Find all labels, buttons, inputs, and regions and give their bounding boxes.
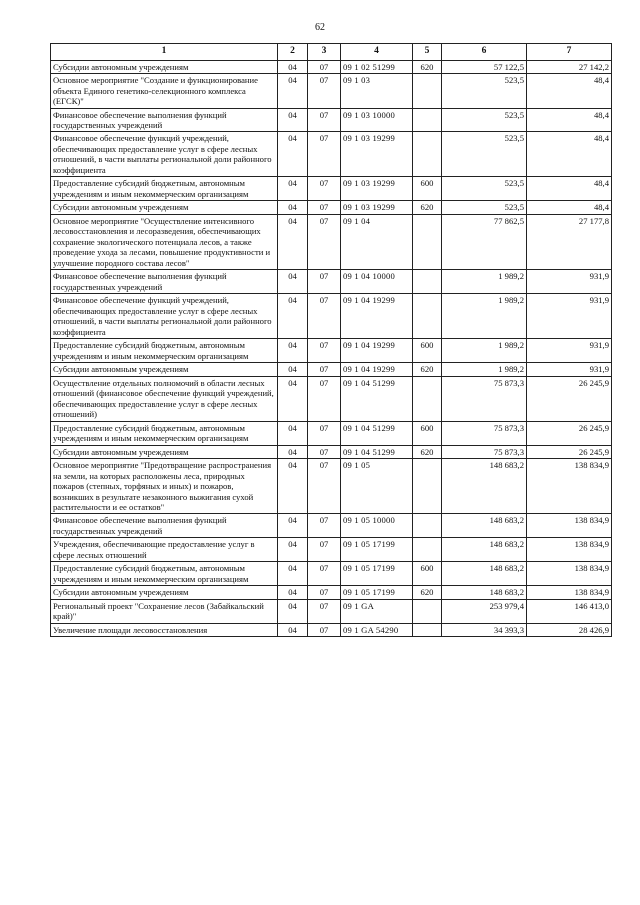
table-row: [51, 339, 612, 363]
cell-amount-actual: 48,4: [527, 74, 612, 108]
table-row: [51, 538, 612, 562]
cell-amount-actual: 26 245,9: [527, 445, 612, 458]
cell-target-article: 09 1 04 51299: [341, 376, 413, 421]
cell-expense-type: [413, 132, 442, 177]
cell-amount-plan: 1 989,2: [442, 270, 527, 294]
cell-name: Региональный проект "Сохранение лесов (Забайкальский край)": [51, 599, 278, 623]
cell-section: 04: [278, 60, 308, 73]
cell-amount-actual: 138 834,9: [527, 562, 612, 586]
cell-amount-plan: 148 683,2: [442, 562, 527, 586]
cell-target-article: 09 1 GA: [341, 599, 413, 623]
cell-target-article: 09 1 04 19299: [341, 363, 413, 376]
cell-target-article: 09 1 05: [341, 459, 413, 514]
cell-section: 04: [278, 339, 308, 363]
column-header: 2: [278, 44, 308, 61]
cell-subsection: 07: [308, 562, 341, 586]
cell-name: Финансовое обеспечение выполнения функций государственных учреждений: [51, 270, 278, 294]
cell-name: Субсидии автономным учреждениям: [51, 201, 278, 214]
cell-amount-plan: 1 989,2: [442, 363, 527, 376]
table-row: [51, 514, 612, 538]
cell-amount-actual: 138 834,9: [527, 586, 612, 599]
page-number: 62: [315, 22, 325, 33]
cell-name: Осуществление отдельных полномочий в области лесных отношений (финансовое обеспечение функций учреждений, обеспечивающих предоставление услуг в сфере лесных отношений): [51, 376, 278, 421]
table-header-row: [51, 44, 612, 61]
cell-expense-type: [413, 74, 442, 108]
cell-section: 04: [278, 363, 308, 376]
cell-target-article: 09 1 04: [341, 214, 413, 269]
cell-section: 04: [278, 177, 308, 201]
table-row: [51, 623, 612, 636]
cell-subsection: 07: [308, 214, 341, 269]
cell-subsection: 07: [308, 514, 341, 538]
cell-section: 04: [278, 270, 308, 294]
cell-amount-plan: 75 873,3: [442, 445, 527, 458]
cell-amount-actual: 27 177,8: [527, 214, 612, 269]
cell-subsection: 07: [308, 108, 341, 132]
column-header: 5: [413, 44, 442, 61]
cell-name: Субсидии автономным учреждениям: [51, 586, 278, 599]
cell-amount-plan: 148 683,2: [442, 586, 527, 599]
cell-expense-type: 620: [413, 586, 442, 599]
cell-expense-type: [413, 108, 442, 132]
cell-target-article: 09 1 04 51299: [341, 445, 413, 458]
column-header: 6: [442, 44, 527, 61]
cell-amount-actual: 26 245,9: [527, 376, 612, 421]
cell-section: 04: [278, 445, 308, 458]
cell-expense-type: [413, 214, 442, 269]
cell-name: Учреждения, обеспечивающие предоставление услуг в сфере лесных отношений: [51, 538, 278, 562]
cell-subsection: 07: [308, 339, 341, 363]
cell-amount-actual: 931,9: [527, 294, 612, 339]
cell-target-article: 09 1 03: [341, 74, 413, 108]
cell-amount-plan: 148 683,2: [442, 459, 527, 514]
cell-section: 04: [278, 376, 308, 421]
cell-expense-type: [413, 514, 442, 538]
cell-expense-type: 620: [413, 201, 442, 214]
table-row: [51, 108, 612, 132]
cell-expense-type: 620: [413, 363, 442, 376]
table-row: [51, 201, 612, 214]
cell-amount-plan: 523,5: [442, 74, 527, 108]
table-row: [51, 60, 612, 73]
cell-amount-plan: 57 122,5: [442, 60, 527, 73]
cell-expense-type: 620: [413, 60, 442, 73]
cell-subsection: 07: [308, 363, 341, 376]
column-header: 3: [308, 44, 341, 61]
table-row: [51, 562, 612, 586]
cell-amount-plan: 148 683,2: [442, 514, 527, 538]
cell-section: 04: [278, 74, 308, 108]
cell-amount-plan: 523,5: [442, 177, 527, 201]
column-header: 7: [527, 44, 612, 61]
cell-amount-actual: 26 245,9: [527, 421, 612, 445]
cell-section: 04: [278, 214, 308, 269]
cell-target-article: 09 1 04 51299: [341, 421, 413, 445]
cell-target-article: 09 1 02 51299: [341, 60, 413, 73]
cell-amount-plan: 1 989,2: [442, 294, 527, 339]
cell-target-article: 09 1 03 19299: [341, 177, 413, 201]
table-row: [51, 132, 612, 177]
cell-name: Предоставление субсидий бюджетным, автономным учреждениям и иным некоммерческим организациям: [51, 339, 278, 363]
cell-name: Основное мероприятие "Осуществление интенсивного лесовосстановления и лесоразведения, обеспечивающих сохранение экологического потенциала лесов, а также проведение ухода за лесами, повышение продуктивности и улучшение породного состава лесов": [51, 214, 278, 269]
cell-section: 04: [278, 132, 308, 177]
cell-name: Предоставление субсидий бюджетным, автономным учреждениям и иным некоммерческим организациям: [51, 177, 278, 201]
table-row: [51, 459, 612, 514]
cell-subsection: 07: [308, 74, 341, 108]
cell-expense-type: [413, 294, 442, 339]
cell-section: 04: [278, 514, 308, 538]
cell-name: Субсидии автономным учреждениям: [51, 60, 278, 73]
cell-target-article: 09 1 04 19299: [341, 294, 413, 339]
table-row: [51, 177, 612, 201]
cell-amount-actual: 931,9: [527, 363, 612, 376]
cell-amount-plan: 75 873,3: [442, 376, 527, 421]
cell-amount-plan: 523,5: [442, 201, 527, 214]
cell-target-article: 09 1 05 10000: [341, 514, 413, 538]
cell-target-article: 09 1 03 19299: [341, 132, 413, 177]
cell-expense-type: [413, 376, 442, 421]
cell-subsection: 07: [308, 623, 341, 636]
cell-expense-type: [413, 270, 442, 294]
cell-target-article: 09 1 03 19299: [341, 201, 413, 214]
cell-subsection: 07: [308, 586, 341, 599]
table-row: [51, 270, 612, 294]
cell-section: 04: [278, 623, 308, 636]
budget-table: [50, 43, 612, 637]
cell-section: 04: [278, 108, 308, 132]
cell-amount-actual: 28 426,9: [527, 623, 612, 636]
cell-subsection: 07: [308, 421, 341, 445]
cell-amount-actual: 138 834,9: [527, 459, 612, 514]
cell-expense-type: [413, 623, 442, 636]
cell-expense-type: 600: [413, 339, 442, 363]
cell-expense-type: 600: [413, 177, 442, 201]
cell-amount-plan: 253 979,4: [442, 599, 527, 623]
cell-target-article: 09 1 05 17199: [341, 562, 413, 586]
table-row: [51, 376, 612, 421]
cell-name: Финансовое обеспечение выполнения функций государственных учреждений: [51, 514, 278, 538]
cell-name: Предоставление субсидий бюджетным, автономным учреждениям и иным некоммерческим организациям: [51, 421, 278, 445]
table-row: [51, 214, 612, 269]
cell-amount-actual: 931,9: [527, 339, 612, 363]
cell-name: Увеличение площади лесовосстановления: [51, 623, 278, 636]
cell-subsection: 07: [308, 294, 341, 339]
cell-amount-actual: 146 413,0: [527, 599, 612, 623]
cell-subsection: 07: [308, 60, 341, 73]
cell-name: Финансовое обеспечение выполнения функций государственных учреждений: [51, 108, 278, 132]
cell-subsection: 07: [308, 132, 341, 177]
cell-amount-actual: 48,4: [527, 201, 612, 214]
cell-subsection: 07: [308, 459, 341, 514]
cell-name: Субсидии автономным учреждениям: [51, 363, 278, 376]
cell-expense-type: [413, 599, 442, 623]
table-row: [51, 363, 612, 376]
cell-amount-actual: 138 834,9: [527, 538, 612, 562]
cell-expense-type: [413, 538, 442, 562]
column-header: 4: [341, 44, 413, 61]
cell-amount-plan: 75 873,3: [442, 421, 527, 445]
cell-amount-plan: 523,5: [442, 108, 527, 132]
cell-name: Финансовое обеспечение функций учреждений, обеспечивающих предоставление услуг в сфере лесных отношений, в части выплаты региональной доли районного коэффициента: [51, 132, 278, 177]
table-row: [51, 74, 612, 108]
cell-amount-plan: 523,5: [442, 132, 527, 177]
cell-target-article: 09 1 04 10000: [341, 270, 413, 294]
cell-expense-type: 620: [413, 445, 442, 458]
cell-target-article: 09 1 GA 54290: [341, 623, 413, 636]
table-row: [51, 294, 612, 339]
cell-amount-plan: 77 862,5: [442, 214, 527, 269]
cell-section: 04: [278, 538, 308, 562]
cell-amount-actual: 48,4: [527, 108, 612, 132]
cell-section: 04: [278, 421, 308, 445]
cell-name: Субсидии автономным учреждениям: [51, 445, 278, 458]
cell-section: 04: [278, 586, 308, 599]
cell-amount-actual: 931,9: [527, 270, 612, 294]
cell-expense-type: 600: [413, 562, 442, 586]
cell-subsection: 07: [308, 177, 341, 201]
cell-name: Основное мероприятие "Предотвращение распространения на земли, на которых расположены леса, природных пожаров (степных, торфяных и иных) и пожаров, возникших в результате незаконного выжигания сухой растительности и ее остатков": [51, 459, 278, 514]
cell-expense-type: 600: [413, 421, 442, 445]
cell-section: 04: [278, 459, 308, 514]
cell-amount-actual: 48,4: [527, 177, 612, 201]
cell-expense-type: [413, 459, 442, 514]
cell-section: 04: [278, 562, 308, 586]
cell-target-article: 09 1 05 17199: [341, 538, 413, 562]
cell-subsection: 07: [308, 445, 341, 458]
cell-subsection: 07: [308, 538, 341, 562]
table-row: [51, 599, 612, 623]
cell-target-article: 09 1 03 10000: [341, 108, 413, 132]
cell-amount-plan: 34 393,3: [442, 623, 527, 636]
cell-amount-plan: 1 989,2: [442, 339, 527, 363]
cell-name: Основное мероприятие "Создание и функционирование объекта Единого генетико-селекционного комплекса (ЕГСК)": [51, 74, 278, 108]
cell-section: 04: [278, 294, 308, 339]
column-header: 1: [51, 44, 278, 61]
table-row: [51, 421, 612, 445]
table-row: [51, 586, 612, 599]
cell-amount-plan: 148 683,2: [442, 538, 527, 562]
cell-name: Финансовое обеспечение функций учреждений, обеспечивающих предоставление услуг в сфере лесных отношений, в части выплаты региональной доли районного коэффициента: [51, 294, 278, 339]
cell-amount-actual: 48,4: [527, 132, 612, 177]
cell-target-article: 09 1 04 19299: [341, 339, 413, 363]
cell-subsection: 07: [308, 201, 341, 214]
cell-subsection: 07: [308, 376, 341, 421]
cell-name: Предоставление субсидий бюджетным, автономным учреждениям и иным некоммерческим организациям: [51, 562, 278, 586]
table-row: [51, 445, 612, 458]
cell-section: 04: [278, 201, 308, 214]
cell-subsection: 07: [308, 599, 341, 623]
cell-amount-actual: 27 142,2: [527, 60, 612, 73]
cell-section: 04: [278, 599, 308, 623]
cell-target-article: 09 1 05 17199: [341, 586, 413, 599]
cell-subsection: 07: [308, 270, 341, 294]
cell-amount-actual: 138 834,9: [527, 514, 612, 538]
